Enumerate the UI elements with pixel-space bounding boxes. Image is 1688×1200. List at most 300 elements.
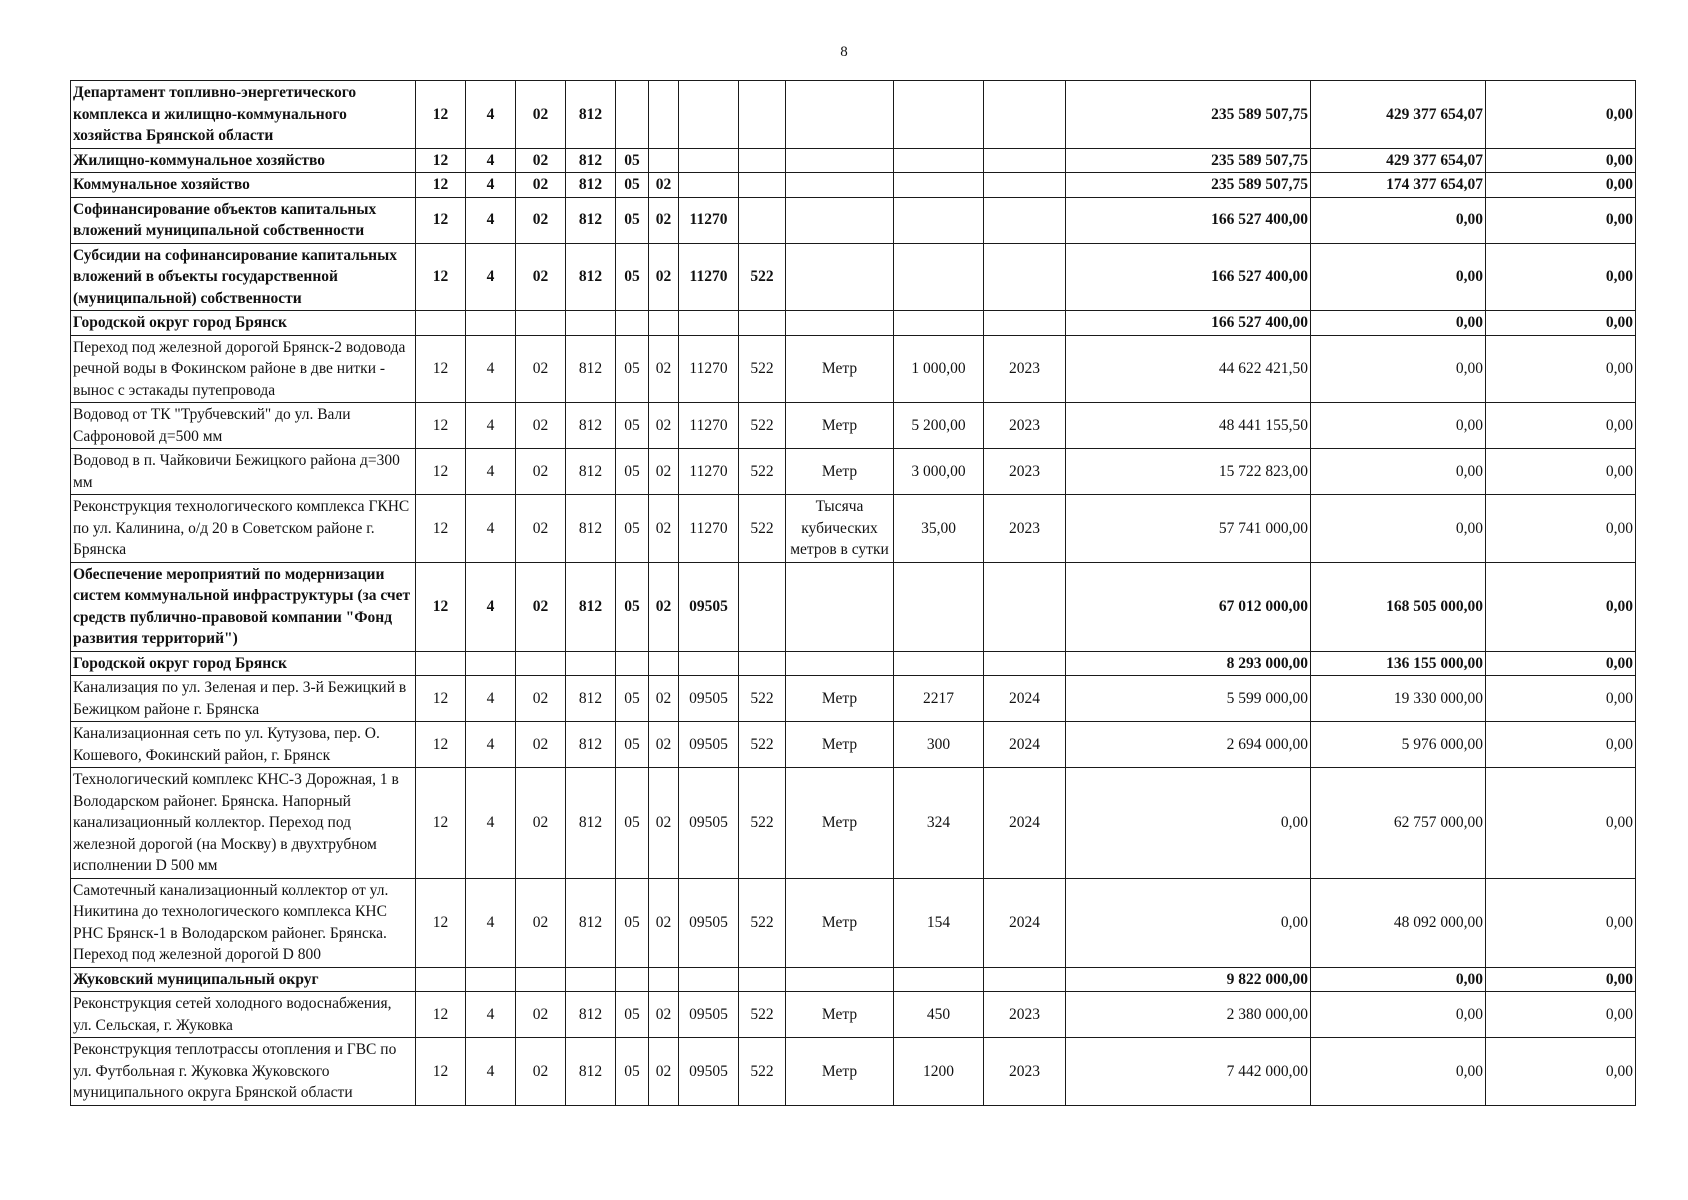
- table-row: [71, 878, 1636, 967]
- code-cell: 02: [649, 173, 679, 198]
- code-cell: 05: [616, 335, 649, 403]
- code-cell: 4: [466, 197, 516, 243]
- budget-table: [70, 80, 1636, 1106]
- code-cell: 4: [466, 335, 516, 403]
- code-cell: [416, 967, 466, 992]
- year-cell: 2023: [984, 403, 1066, 449]
- capacity-cell: [894, 197, 984, 243]
- code-cell: 12: [416, 562, 466, 651]
- code-cell: 02: [516, 768, 566, 879]
- unit-cell: [786, 243, 894, 311]
- code-cell: 02: [649, 1038, 679, 1106]
- amount-cell: 19 330 000,00: [1311, 676, 1486, 722]
- item-name: Реконструкция теплотрассы отопления и ГВС по ул. Футбольная г. Жуковка Жуковского муниципального округа Брянской области: [71, 1038, 416, 1106]
- amount-cell: 0,00: [1486, 495, 1636, 563]
- year-cell: 2023: [984, 495, 1066, 563]
- amount-cell: 48 092 000,00: [1311, 878, 1486, 967]
- code-cell: 4: [466, 81, 516, 149]
- code-cell: [679, 81, 739, 149]
- code-cell: 02: [516, 495, 566, 563]
- code-cell: [739, 562, 786, 651]
- code-cell: [679, 651, 739, 676]
- table-row: [71, 403, 1636, 449]
- table-row: [71, 335, 1636, 403]
- amount-cell: 0,00: [1486, 81, 1636, 149]
- code-cell: 02: [516, 676, 566, 722]
- code-cell: 02: [649, 878, 679, 967]
- code-cell: 02: [649, 495, 679, 563]
- code-cell: [739, 81, 786, 149]
- amount-cell: 166 527 400,00: [1066, 197, 1311, 243]
- unit-cell: Метр: [786, 449, 894, 495]
- year-cell: [984, 148, 1066, 173]
- code-cell: 12: [416, 173, 466, 198]
- code-cell: 4: [466, 403, 516, 449]
- capacity-cell: 3 000,00: [894, 449, 984, 495]
- code-cell: 05: [616, 495, 649, 563]
- code-cell: [516, 967, 566, 992]
- code-cell: 05: [616, 878, 649, 967]
- amount-cell: 235 589 507,75: [1066, 148, 1311, 173]
- capacity-cell: 324: [894, 768, 984, 879]
- code-cell: [466, 311, 516, 336]
- code-cell: 11270: [679, 335, 739, 403]
- amount-cell: 44 622 421,50: [1066, 335, 1311, 403]
- code-cell: [739, 197, 786, 243]
- item-name: Канализация по ул. Зеленая и пер. 3-й Бежицкий в Бежицком районе г. Брянска: [71, 676, 416, 722]
- year-cell: [984, 967, 1066, 992]
- code-cell: 522: [739, 495, 786, 563]
- item-name: Самотечный канализационный коллектор от ул. Никитина до технологического комплекса КНС РНС Брянск-1 в Володарском районег. Брянска. Переход под железной дорогой D 800: [71, 878, 416, 967]
- code-cell: 11270: [679, 449, 739, 495]
- amount-cell: 2 694 000,00: [1066, 722, 1311, 768]
- code-cell: 12: [416, 768, 466, 879]
- year-cell: [984, 173, 1066, 198]
- capacity-cell: 154: [894, 878, 984, 967]
- capacity-cell: 2217: [894, 676, 984, 722]
- code-cell: [739, 967, 786, 992]
- unit-cell: [786, 81, 894, 149]
- item-name: Водовод от ТК "Трубчевский" до ул. Вали Сафроновой д=500 мм: [71, 403, 416, 449]
- code-cell: 12: [416, 676, 466, 722]
- code-cell: 12: [416, 243, 466, 311]
- code-cell: 02: [516, 81, 566, 149]
- code-cell: [679, 148, 739, 173]
- code-cell: 4: [466, 495, 516, 563]
- amount-cell: 67 012 000,00: [1066, 562, 1311, 651]
- code-cell: 02: [516, 722, 566, 768]
- capacity-cell: [894, 81, 984, 149]
- code-cell: 05: [616, 1038, 649, 1106]
- capacity-cell: [894, 311, 984, 336]
- code-cell: 02: [516, 403, 566, 449]
- code-cell: [739, 651, 786, 676]
- amount-cell: 235 589 507,75: [1066, 173, 1311, 198]
- table-row: [71, 173, 1636, 198]
- code-cell: 02: [649, 197, 679, 243]
- code-cell: 812: [566, 1038, 616, 1106]
- code-cell: 09505: [679, 722, 739, 768]
- amount-cell: 0,00: [1486, 403, 1636, 449]
- table-row: [71, 768, 1636, 879]
- code-cell: 522: [739, 449, 786, 495]
- code-cell: 4: [466, 449, 516, 495]
- code-cell: 522: [739, 768, 786, 879]
- capacity-cell: 1200: [894, 1038, 984, 1106]
- amount-cell: 8 293 000,00: [1066, 651, 1311, 676]
- code-cell: 12: [416, 148, 466, 173]
- code-cell: 812: [566, 495, 616, 563]
- code-cell: [679, 173, 739, 198]
- code-cell: 02: [516, 197, 566, 243]
- amount-cell: 0,00: [1486, 335, 1636, 403]
- table-row: [71, 992, 1636, 1038]
- capacity-cell: [894, 243, 984, 311]
- amount-cell: 0,00: [1311, 403, 1486, 449]
- amount-cell: 0,00: [1486, 676, 1636, 722]
- amount-cell: 174 377 654,07: [1311, 173, 1486, 198]
- code-cell: [516, 311, 566, 336]
- code-cell: 09505: [679, 562, 739, 651]
- item-name: Городской округ город Брянск: [71, 651, 416, 676]
- code-cell: 4: [466, 722, 516, 768]
- code-cell: [416, 311, 466, 336]
- capacity-cell: 450: [894, 992, 984, 1038]
- code-cell: 02: [516, 173, 566, 198]
- code-cell: [739, 148, 786, 173]
- item-name: Субсидии на софинансирование капитальных вложений в объекты государственной (муниципальной) собственности: [71, 243, 416, 311]
- code-cell: [466, 651, 516, 676]
- amount-cell: 0,00: [1486, 651, 1636, 676]
- amount-cell: 0,00: [1486, 311, 1636, 336]
- code-cell: [649, 967, 679, 992]
- amount-cell: 9 822 000,00: [1066, 967, 1311, 992]
- item-name: Коммунальное хозяйство: [71, 173, 416, 198]
- code-cell: 812: [566, 676, 616, 722]
- code-cell: [739, 311, 786, 336]
- code-cell: 11270: [679, 495, 739, 563]
- code-cell: 812: [566, 878, 616, 967]
- table-row: [71, 722, 1636, 768]
- code-cell: 02: [516, 1038, 566, 1106]
- amount-cell: 7 442 000,00: [1066, 1038, 1311, 1106]
- item-name: Обеспечение мероприятий по модернизации систем коммунальной инфраструктуры (за счет средств публично-правовой компании "Фонд развития территорий"): [71, 562, 416, 651]
- code-cell: 12: [416, 722, 466, 768]
- amount-cell: 429 377 654,07: [1311, 81, 1486, 149]
- code-cell: 02: [649, 722, 679, 768]
- code-cell: [616, 81, 649, 149]
- capacity-cell: [894, 173, 984, 198]
- year-cell: [984, 243, 1066, 311]
- amount-cell: 0,00: [1066, 768, 1311, 879]
- code-cell: [649, 311, 679, 336]
- year-cell: 2024: [984, 878, 1066, 967]
- code-cell: 02: [516, 878, 566, 967]
- code-cell: 05: [616, 243, 649, 311]
- code-cell: 812: [566, 335, 616, 403]
- amount-cell: 0,00: [1486, 243, 1636, 311]
- item-name: Жилищно-коммунальное хозяйство: [71, 148, 416, 173]
- amount-cell: 0,00: [1486, 197, 1636, 243]
- code-cell: 522: [739, 403, 786, 449]
- amount-cell: 0,00: [1066, 878, 1311, 967]
- code-cell: 12: [416, 403, 466, 449]
- code-cell: 812: [566, 243, 616, 311]
- code-cell: 05: [616, 992, 649, 1038]
- table-row: [71, 1038, 1636, 1106]
- capacity-cell: [894, 651, 984, 676]
- code-cell: 812: [566, 173, 616, 198]
- item-name: Канализационная сеть по ул. Кутузова, пер. О. Кошевого, Фокинский район, г. Брянск: [71, 722, 416, 768]
- amount-cell: 235 589 507,75: [1066, 81, 1311, 149]
- code-cell: 02: [516, 562, 566, 651]
- amount-cell: 0,00: [1486, 722, 1636, 768]
- code-cell: 12: [416, 335, 466, 403]
- code-cell: [649, 148, 679, 173]
- code-cell: 09505: [679, 1038, 739, 1106]
- code-cell: [649, 81, 679, 149]
- code-cell: [416, 651, 466, 676]
- code-cell: [566, 651, 616, 676]
- code-cell: 02: [649, 335, 679, 403]
- code-cell: 09505: [679, 768, 739, 879]
- code-cell: 4: [466, 676, 516, 722]
- table-row: [71, 243, 1636, 311]
- code-cell: 522: [739, 722, 786, 768]
- table-row: [71, 197, 1636, 243]
- code-cell: 09505: [679, 878, 739, 967]
- code-cell: 12: [416, 878, 466, 967]
- amount-cell: 0,00: [1311, 243, 1486, 311]
- capacity-cell: 35,00: [894, 495, 984, 563]
- item-name: Реконструкция технологического комплекса ГКНС по ул. Калинина, о/д 20 в Советском районе г. Брянска: [71, 495, 416, 563]
- code-cell: 812: [566, 768, 616, 879]
- code-cell: 02: [649, 243, 679, 311]
- amount-cell: 166 527 400,00: [1066, 243, 1311, 311]
- code-cell: 05: [616, 403, 649, 449]
- item-name: Переход под железной дорогой Брянск-2 водовода речной воды в Фокинском районе в две нитки - вынос с эстакады путепровода: [71, 335, 416, 403]
- unit-cell: [786, 967, 894, 992]
- year-cell: [984, 197, 1066, 243]
- code-cell: 12: [416, 992, 466, 1038]
- unit-cell: Метр: [786, 722, 894, 768]
- code-cell: 4: [466, 992, 516, 1038]
- code-cell: 02: [516, 148, 566, 173]
- amount-cell: 0,00: [1311, 197, 1486, 243]
- code-cell: 02: [516, 243, 566, 311]
- code-cell: 05: [616, 197, 649, 243]
- code-cell: 12: [416, 81, 466, 149]
- code-cell: 02: [649, 403, 679, 449]
- capacity-cell: 1 000,00: [894, 335, 984, 403]
- year-cell: [984, 562, 1066, 651]
- table-row: [71, 967, 1636, 992]
- year-cell: [984, 81, 1066, 149]
- code-cell: 09505: [679, 992, 739, 1038]
- table-row: [71, 449, 1636, 495]
- code-cell: 02: [649, 992, 679, 1038]
- code-cell: 12: [416, 449, 466, 495]
- code-cell: 12: [416, 197, 466, 243]
- item-name: Городской округ город Брянск: [71, 311, 416, 336]
- code-cell: 05: [616, 449, 649, 495]
- amount-cell: 0,00: [1311, 967, 1486, 992]
- amount-cell: 0,00: [1311, 311, 1486, 336]
- code-cell: [566, 311, 616, 336]
- year-cell: 2024: [984, 676, 1066, 722]
- amount-cell: 0,00: [1486, 449, 1636, 495]
- year-cell: 2023: [984, 449, 1066, 495]
- amount-cell: 48 441 155,50: [1066, 403, 1311, 449]
- code-cell: 522: [739, 878, 786, 967]
- amount-cell: 0,00: [1486, 967, 1636, 992]
- year-cell: 2024: [984, 768, 1066, 879]
- year-cell: [984, 651, 1066, 676]
- amount-cell: 0,00: [1486, 173, 1636, 198]
- code-cell: 09505: [679, 676, 739, 722]
- code-cell: [516, 651, 566, 676]
- code-cell: 4: [466, 243, 516, 311]
- amount-cell: 429 377 654,07: [1311, 148, 1486, 173]
- code-cell: [679, 311, 739, 336]
- unit-cell: [786, 173, 894, 198]
- amount-cell: 166 527 400,00: [1066, 311, 1311, 336]
- amount-cell: 2 380 000,00: [1066, 992, 1311, 1038]
- code-cell: 812: [566, 562, 616, 651]
- unit-cell: Метр: [786, 992, 894, 1038]
- code-cell: 05: [616, 768, 649, 879]
- year-cell: [984, 311, 1066, 336]
- unit-cell: Метр: [786, 768, 894, 879]
- unit-cell: [786, 197, 894, 243]
- table-row: [71, 148, 1636, 173]
- amount-cell: 136 155 000,00: [1311, 651, 1486, 676]
- amount-cell: 15 722 823,00: [1066, 449, 1311, 495]
- capacity-cell: 5 200,00: [894, 403, 984, 449]
- unit-cell: [786, 562, 894, 651]
- code-cell: 4: [466, 1038, 516, 1106]
- amount-cell: 0,00: [1486, 878, 1636, 967]
- code-cell: 05: [616, 676, 649, 722]
- code-cell: 12: [416, 1038, 466, 1106]
- code-cell: 522: [739, 1038, 786, 1106]
- unit-cell: [786, 148, 894, 173]
- code-cell: 522: [739, 676, 786, 722]
- year-cell: 2023: [984, 992, 1066, 1038]
- code-cell: 11270: [679, 403, 739, 449]
- capacity-cell: 300: [894, 722, 984, 768]
- amount-cell: 0,00: [1486, 768, 1636, 879]
- table-row: [71, 562, 1636, 651]
- code-cell: 812: [566, 992, 616, 1038]
- code-cell: 02: [649, 768, 679, 879]
- unit-cell: Метр: [786, 1038, 894, 1106]
- page-number: 8: [840, 44, 848, 60]
- code-cell: [616, 311, 649, 336]
- table-row: [71, 676, 1636, 722]
- code-cell: [649, 651, 679, 676]
- code-cell: 812: [566, 148, 616, 173]
- amount-cell: 0,00: [1486, 1038, 1636, 1106]
- table-row: [71, 81, 1636, 149]
- amount-cell: 168 505 000,00: [1311, 562, 1486, 651]
- code-cell: 4: [466, 562, 516, 651]
- code-cell: [466, 967, 516, 992]
- unit-cell: Метр: [786, 676, 894, 722]
- amount-cell: 0,00: [1311, 992, 1486, 1038]
- code-cell: 02: [649, 676, 679, 722]
- unit-cell: [786, 651, 894, 676]
- table-body: [71, 81, 1636, 1106]
- code-cell: 05: [616, 562, 649, 651]
- capacity-cell: [894, 148, 984, 173]
- item-name: Департамент топливно-энергетического комплекса и жилищно-коммунального хозяйства Брянской области: [71, 81, 416, 149]
- code-cell: 05: [616, 173, 649, 198]
- code-cell: 05: [616, 722, 649, 768]
- code-cell: 812: [566, 449, 616, 495]
- code-cell: 522: [739, 335, 786, 403]
- code-cell: [616, 967, 649, 992]
- amount-cell: 57 741 000,00: [1066, 495, 1311, 563]
- code-cell: 522: [739, 243, 786, 311]
- item-name: Технологический комплекс КНС-3 Дорожная, 1 в Володарском районег. Брянска. Напорный канализационный коллектор. Переход под железной дорогой (на Москву) в двухтрубном исполнении D 500 мм: [71, 768, 416, 879]
- capacity-cell: [894, 967, 984, 992]
- code-cell: 12: [416, 495, 466, 563]
- code-cell: 4: [466, 173, 516, 198]
- unit-cell: Метр: [786, 878, 894, 967]
- amount-cell: 62 757 000,00: [1311, 768, 1486, 879]
- unit-cell: Метр: [786, 403, 894, 449]
- code-cell: 02: [516, 335, 566, 403]
- amount-cell: 5 976 000,00: [1311, 722, 1486, 768]
- unit-cell: Тысяча кубических метров в сутки: [786, 495, 894, 563]
- item-name: Софинансирование объектов капитальных вложений муниципальной собственности: [71, 197, 416, 243]
- code-cell: [739, 173, 786, 198]
- unit-cell: [786, 311, 894, 336]
- amount-cell: 0,00: [1486, 562, 1636, 651]
- year-cell: 2024: [984, 722, 1066, 768]
- code-cell: 05: [616, 148, 649, 173]
- table-row: [71, 311, 1636, 336]
- table-row: [71, 651, 1636, 676]
- amount-cell: 0,00: [1486, 992, 1636, 1038]
- code-cell: 11270: [679, 243, 739, 311]
- code-cell: 812: [566, 722, 616, 768]
- code-cell: 812: [566, 197, 616, 243]
- capacity-cell: [894, 562, 984, 651]
- amount-cell: 0,00: [1311, 1038, 1486, 1106]
- item-name: Жуковский муниципальный округ: [71, 967, 416, 992]
- amount-cell: 0,00: [1311, 495, 1486, 563]
- amount-cell: 0,00: [1486, 148, 1636, 173]
- table-row: [71, 495, 1636, 563]
- code-cell: 812: [566, 81, 616, 149]
- code-cell: 11270: [679, 197, 739, 243]
- code-cell: 522: [739, 992, 786, 1038]
- code-cell: 4: [466, 148, 516, 173]
- item-name: Реконструкция сетей холодного водоснабжения, ул. Сельская, г. Жуковка: [71, 992, 416, 1038]
- code-cell: [616, 651, 649, 676]
- code-cell: 02: [516, 449, 566, 495]
- code-cell: 02: [649, 562, 679, 651]
- code-cell: 4: [466, 768, 516, 879]
- year-cell: 2023: [984, 335, 1066, 403]
- amount-cell: 0,00: [1311, 335, 1486, 403]
- code-cell: [566, 967, 616, 992]
- unit-cell: Метр: [786, 335, 894, 403]
- code-cell: [679, 967, 739, 992]
- item-name: Водовод в п. Чайковичи Бежицкого района д=300 мм: [71, 449, 416, 495]
